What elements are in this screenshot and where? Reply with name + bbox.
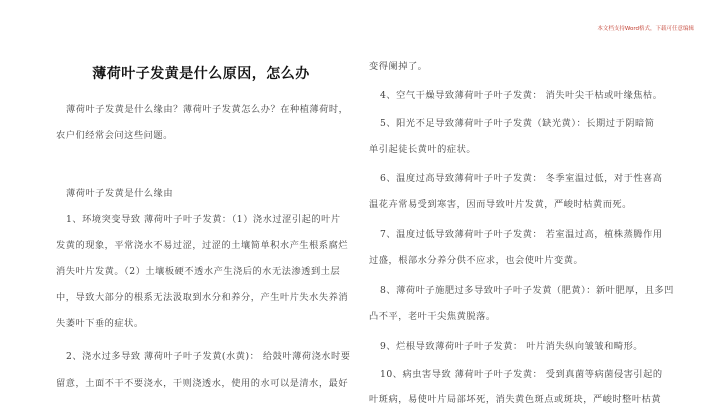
download-note: 本文档支持Word格式，下载可任意编辑: [597, 26, 694, 32]
paragraph-line: 7、温度过低导致薄荷叶子叶子发黄： 若室温过高，植株蒸腾作用: [380, 229, 663, 240]
paragraph-line: 8、薄荷叶子施肥过多导致叶子叶子发黄（肥黄）：新叶肥厚，且多凹: [380, 285, 674, 296]
paragraph-line: 变得阑掉了。: [369, 61, 428, 72]
paragraph-line: 温花卉常易受到寒害，因而导致叶片发黄，严峻时枯黄而死。: [369, 199, 632, 210]
article-title: 薄荷叶子发黄是什么原因，怎么办: [92, 66, 310, 82]
paragraph-line: 留意，土面不干不要浇水，干则浇透水，使用的水可以是清水，最好: [56, 378, 349, 389]
paragraph-line: 2、浇水过多导致 薄荷叶子叶子发黄(水黄)： 给鼓叶薄荷浇水时要: [66, 351, 351, 362]
paragraph-line: 1、环境突变导致 薄荷叶子叶子发黄：（1）浇水过涩引起的叶片: [66, 214, 341, 225]
paragraph-line: 4、空气干燥导致薄荷叶子叶子发黄： 消失叶尖干枯或叶缘焦枯。: [380, 90, 663, 101]
paragraph-line: 单引起徒长黄叶的症状。: [369, 144, 477, 155]
paragraph-line: 9、烂根导致薄荷叶子叶子发黄： 叶片消失纵向皱皱和畸形。: [380, 341, 644, 352]
paragraph-line: 过盛，根部水分养分供不应求，也会使叶片变黄。: [369, 255, 584, 266]
paragraph-line: 10、病虫害导致 薄荷叶子叶子发黄： 受到真菌等病菌侵害引起的: [380, 369, 663, 380]
paragraph-line: 薄荷叶子发黄是什么缘由？薄荷叶子发黄怎么办？在种植薄荷时，: [66, 104, 349, 115]
paragraph-line: 失萎叶下垂的症状。: [56, 318, 144, 329]
paragraph-line: 发黄的现象，平常浇水不易过涩，过涩的土壤简单积水产生根系腐烂: [56, 240, 349, 251]
paragraph-line: 5、阳光不足导致薄荷叶子叶子发黄（缺光黄）：长期过于阴暗简: [380, 118, 655, 129]
paragraph-line: 凸不平，老叶干尖焦黄脱落。: [369, 311, 496, 322]
section-heading: 薄荷叶子发黄是什么缘由: [66, 188, 174, 199]
paragraph-line: 叶斑病，易使叶片局部坏死，消失黄色斑点或斑块，严峻时整叶枯黄: [369, 394, 662, 405]
paragraph-line: 中，导致大部分的根系无法汲取到水分和养分，产生叶片失水失养消: [56, 292, 349, 303]
paragraph-line: 6、温度过高导致薄荷叶子叶子发黄： 冬季室温过低，对于性喜高: [380, 173, 663, 184]
paragraph-line: 农户们经常会问这些问题。: [56, 130, 173, 141]
paragraph-line: 消失叶片发黄。（2）土壤板硬不透水产生浇后的水无法渗透到土层: [56, 266, 341, 277]
